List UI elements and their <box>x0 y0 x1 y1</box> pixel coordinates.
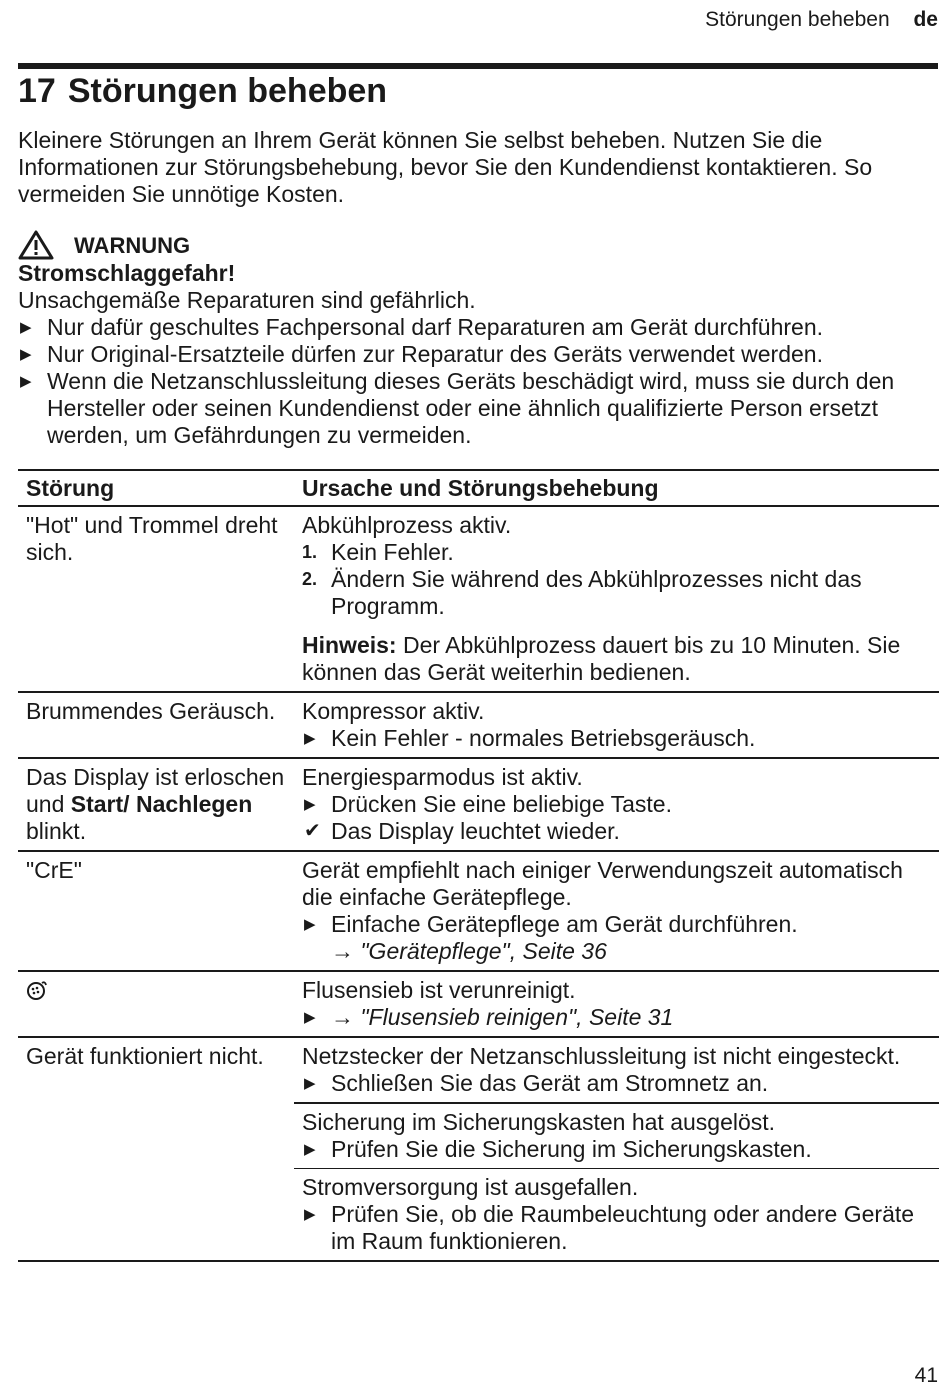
fault-cell: Das Display ist erloschen und Start/ Nachlegen blinkt. <box>18 758 294 851</box>
cause-cell: Stromversorgung ist ausgefallen. ▶ Prüfen Sie, ob die Raumbeleuchtung oder andere Geräte im Raum funktionieren. <box>294 1169 939 1262</box>
table-row <box>18 1037 939 1103</box>
cause-cell: Kompressor aktiv. ▶ Kein Fehler - normales Betriebsgeräusch. <box>294 692 939 758</box>
table-row <box>18 971 939 1037</box>
cross-reference[interactable]: ▶ → "Flusensieb reinigen", Seite 31 <box>304 1004 674 1030</box>
chapter-title: Störungen beheben <box>67 72 388 110</box>
warning-text: Unsachgemäße Reparaturen sind gefährlich. <box>18 287 476 313</box>
table-row <box>18 851 939 971</box>
chapter-number: 17 <box>18 72 56 110</box>
fault-cell: "CrE" <box>18 851 294 971</box>
bullet-triangle-icon: ▶ <box>20 319 32 336</box>
cause-cell: Abkühlprozess aktiv. 1. Kein Fehler. 2. Ändern Sie während des Abkühlprozesses nicht das Programm. Hinweis: Der Abkühlprozess dauert bis zu 10 Minuten. Sie können das Gerät weiterhin bedienen. <box>294 506 939 692</box>
warning-triangle-icon <box>18 230 54 260</box>
action-item: ▶ Kein Fehler - normales Betriebsgeräusch. <box>304 725 756 751</box>
table-row <box>18 692 939 758</box>
cross-reference[interactable]: → "Gerätepflege", Seite 36 <box>331 938 607 964</box>
fault-cell: Gerät funktioniert nicht. <box>18 1037 294 1261</box>
fault-cell <box>18 971 294 1037</box>
table-header-row <box>18 470 939 506</box>
bullet-triangle-icon: ▶ <box>304 730 316 747</box>
table-row <box>18 506 939 692</box>
checkmark-icon: ✔ <box>304 820 321 842</box>
bullet-triangle-icon: ▶ <box>20 346 32 363</box>
bullet-triangle-icon: ▶ <box>304 1075 316 1092</box>
running-header <box>705 8 938 32</box>
warning-item: ▶ Nur dafür geschultes Fachpersonal darf Reparaturen am Gerät durchführen. <box>20 314 824 340</box>
bullet-triangle-icon: ▶ <box>304 916 316 933</box>
cause-cell: Gerät empfiehlt nach einiger Verwendungszeit automatisch die einfache Gerätepflege. ▶ Einfache Gerätepflege am Gerät durchführen. → "Gerätepflege", Seite 36 <box>294 851 939 971</box>
column-header-fault: Störung <box>18 470 294 506</box>
warning-item: ▶ Nur Original-Ersatzteile dürfen zur Reparatur des Geräts verwendet werden. <box>20 341 823 367</box>
bullet-triangle-icon: ▶ <box>304 1009 316 1026</box>
action-item: ▶ Einfache Gerätepflege am Gerät durchführen. <box>304 911 798 937</box>
column-header-cause: Ursache und Störungsbehebung <box>294 470 939 506</box>
bullet-triangle-icon: ▶ <box>304 1206 316 1223</box>
hint-note: Hinweis: Der Abkühlprozess dauert bis zu 10 Minuten. Sie können das Gerät weiterhin bedienen. <box>302 632 901 685</box>
chapter-rule <box>18 63 938 69</box>
warning-label: WARNUNG <box>74 232 191 258</box>
warning-item: ▶ Wenn die Netzanschlussleitung dieses Geräts beschädigt wird, muss sie durch den Hersteller oder seinen Kundendienst oder eine ähnlich qualifizierte Person ersetzt werden, um Gefährdungen zu vermeiden. <box>20 368 895 448</box>
fault-cell: Brummendes Geräusch. <box>18 692 294 758</box>
cause-cell: Sicherung im Sicherungskasten hat ausgelöst. ▶ Prüfen Sie die Sicherung im Sicherungskasten. <box>294 1103 939 1169</box>
action-item: ▶ Drücken Sie eine beliebige Taste. <box>304 791 672 817</box>
step-item: 2. Ändern Sie während des Abkühlprozesses nicht das Programm. <box>302 566 862 619</box>
arrow-right-icon: → <box>331 938 361 964</box>
page-number: 41 <box>914 1364 938 1387</box>
cause-cell: Netzstecker der Netzanschlussleitung ist nicht eingesteckt. ▶ Schließen Sie das Gerät am Stromnetz an. <box>294 1037 939 1103</box>
header-language: de <box>913 8 938 31</box>
chapter-heading <box>18 72 387 111</box>
cause-cell: Flusensieb ist verunreinigt. ▶ → "Flusensieb reinigen", Seite 31 <box>294 971 939 1037</box>
bullet-triangle-icon: ▶ <box>304 1141 316 1158</box>
warning-subtitle: Stromschlaggefahr! <box>18 260 236 286</box>
bullet-triangle-icon: ▶ <box>304 796 316 813</box>
arrow-right-icon: → <box>331 1004 361 1030</box>
header-section: Störungen beheben <box>705 8 890 31</box>
warning-box <box>18 230 943 449</box>
step-item: 1. Kein Fehler. <box>302 539 454 565</box>
intro-paragraph: Kleinere Störungen an Ihrem Gerät können Sie selbst beheben. Nutzen Sie die Informationen zur Störungsbehebung, bevor Sie den Kundendienst kontaktieren. So vermeiden Sie unnötige Kosten. <box>18 127 873 207</box>
table-row <box>18 758 939 851</box>
lint-filter-icon <box>26 980 48 1000</box>
action-item: ▶ Prüfen Sie, ob die Raumbeleuchtung oder andere Geräte im Raum funktionieren. <box>304 1201 915 1254</box>
fault-cell: "Hot" und Trommel dreht sich. <box>18 506 294 692</box>
action-item: ▶ Prüfen Sie die Sicherung im Sicherungskasten. <box>304 1136 812 1162</box>
cause-cell: Energiesparmodus ist aktiv. ▶ Drücken Sie eine beliebige Taste. ✔ Das Display leuchtet wieder. <box>294 758 939 851</box>
action-item: ▶ Schließen Sie das Gerät am Stromnetz an. <box>304 1070 769 1096</box>
result-item: ✔ Das Display leuchtet wieder. <box>304 818 620 844</box>
troubleshooting-table <box>18 469 939 1262</box>
warning-title <box>18 230 943 260</box>
bullet-triangle-icon: ▶ <box>20 373 32 390</box>
